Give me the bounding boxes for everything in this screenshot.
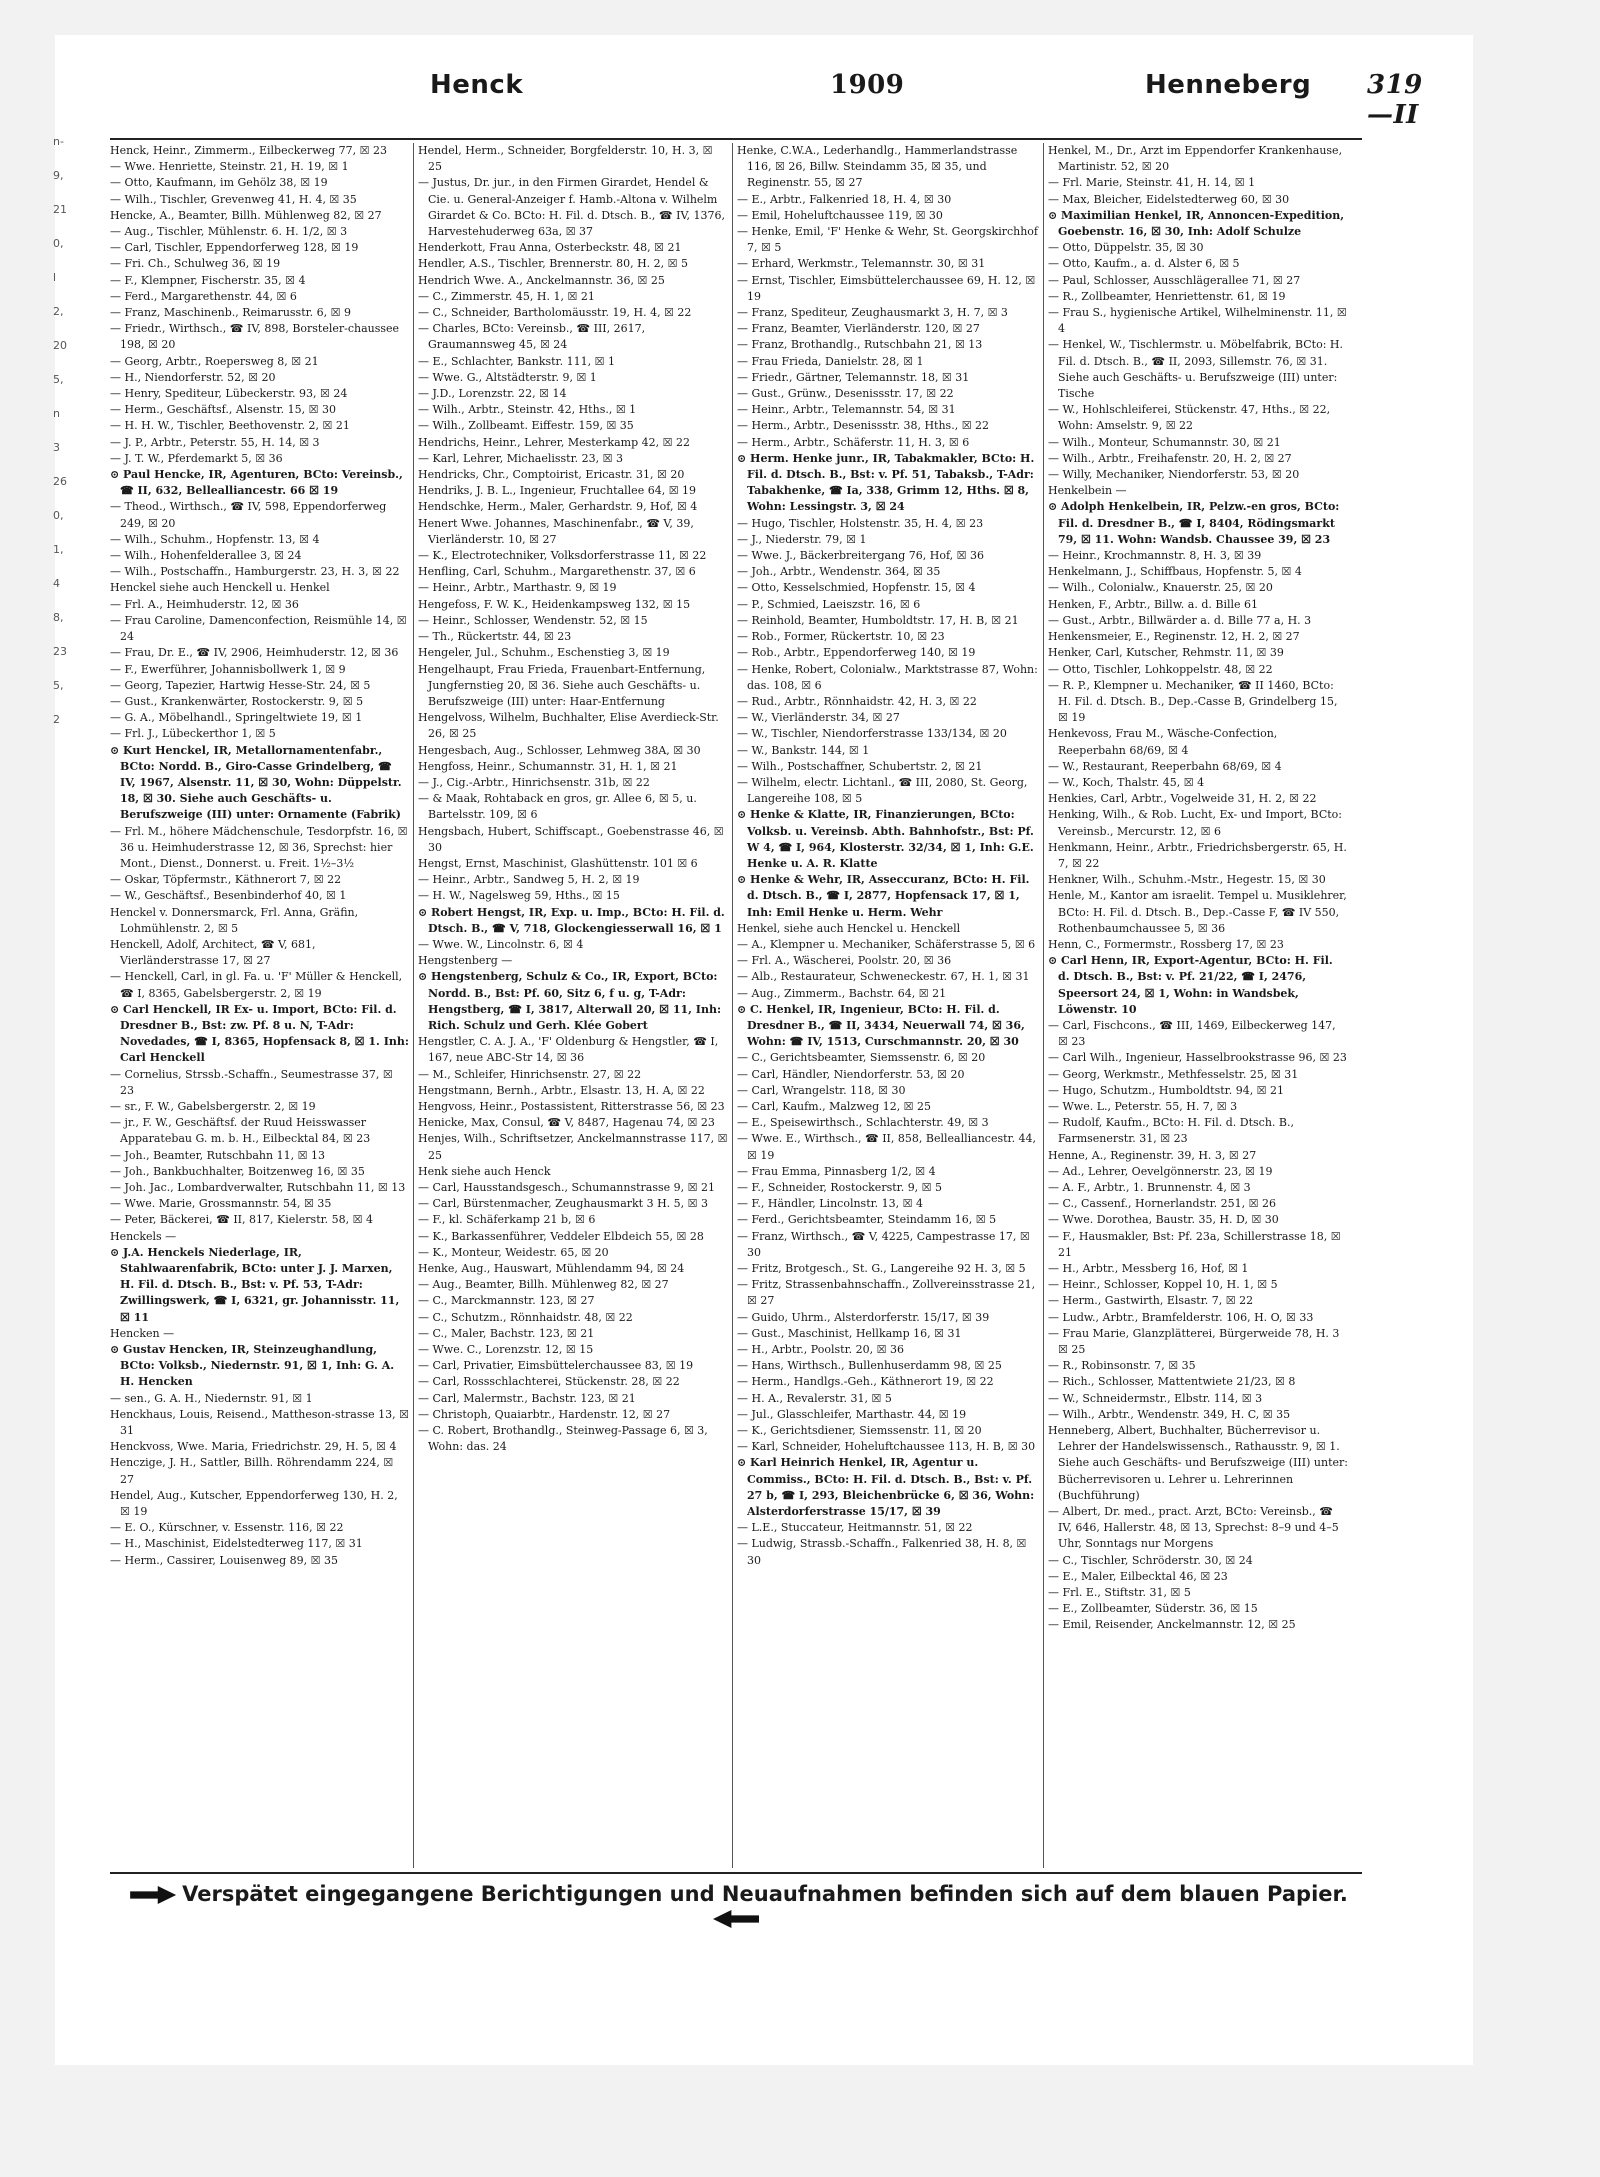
directory-entry: Henkelmann, J., Schiffbaus, Hopfenstr. 5, ☒ 4	[1048, 565, 1302, 579]
directory-entry: Henker, Carl, Kutscher, Rehmstr. 11, ☒ 39	[1048, 646, 1284, 660]
directory-entry: — C., Cassenf., Hornerlandstr. 251, ☒ 26	[1048, 1197, 1277, 1211]
directory-entry: — Carl Wilh., Ingenieur, Hasselbrookstrasse 96, ☒ 23	[1048, 1051, 1347, 1065]
directory-entry: — Frl. Marie, Steinstr. 41, H. 14, ☒ 1	[1048, 176, 1256, 190]
directory-entry: ⊙ Adolph Henkelbein, IR, Pelzw.-en gros, BCto: Fil. d. Dresdner B., ☎ I, 8404, Rödingsmarkt 79, ☒ 11. Wohn: Wandsb. Chaussee 39, ☒ 23	[1048, 500, 1340, 546]
margin-fragment: 9,	[53, 169, 64, 182]
directory-entry: Henkensmeier, E., Reginenstr. 12, H. 2, ☒ 27	[1048, 630, 1300, 644]
directory-entry: — R., Robinsonstr. 7, ☒ 35	[1048, 1359, 1196, 1373]
directory-entry: — Ferd., Gerichtsbeamter, Steindamm 16, ☒ 5	[737, 1213, 997, 1227]
directory-entry: Henck, Heinr., Zimmerm., Eilbeckerweg 77, ☒ 23	[110, 144, 387, 157]
directory-entry: — Rich., Schlosser, Mattentwiete 21/23, ☒ 8	[1048, 1375, 1296, 1389]
column-divider	[413, 143, 414, 1868]
directory-entry: — Wwe. E., Wirthsch., ☎ II, 858, Bellealliancestr. 44, ☒ 19	[737, 1132, 1037, 1162]
pointing-hand-icon	[130, 1886, 176, 1904]
directory-entry: ⊙ Henke & Wehr, IR, Asseccuranz, BCto: H. Fil. d. Dtsch. B., ☎ I, 2877, Hopfensack 17, ☒ 1, Inh: Emil Henke u. Herm. Wehr	[737, 873, 1030, 919]
directory-entry: — Wilh., Arbtr., Wendenstr. 349, H. C, ☒ 35	[1048, 1407, 1291, 1421]
directory-entry: — C., Gerichtsbeamter, Siemssenstr. 6, ☒ 20	[737, 1051, 986, 1065]
directory-entry: — Herm., Arbtr., Schäferstr. 11, H. 3, ☒ 6	[737, 435, 970, 449]
directory-entry: — Willy, Mechaniker, Niendorferstr. 53, ☒ 20	[1048, 468, 1300, 482]
directory-entry: ⊙ C. Henkel, IR, Ingenieur, BCto: H. Fil. d. Dresdner B., ☎ II, 3434, Neuerwall 74, ☒ 36, Wohn: ☎ IV, 1513, Curschmannstr. 20, ☒ 30	[737, 1002, 1025, 1049]
directory-entry: — Frl. E., Stiftstr. 31, ☒ 5	[1048, 1586, 1191, 1600]
directory-entry: Henckhaus, Louis, Reisend., Mattheson-strasse 13, ☒ 31	[110, 1407, 409, 1438]
directory-entry: Henert Wwe. Johannes, Maschinenfabr., ☎ V, 39, Vierländerstr. 10, ☒ 27	[418, 516, 694, 546]
directory-entry: — Carl, Kaufm., Malzweg 12, ☒ 25	[737, 1099, 932, 1113]
directory-entry: — Frl. M., höhere Mädchenschule, Tesdorpfstr. 16, ☒ 36 u. Heimhuderstrasse 12, ☒ 36, Sprechst: hier Mont., Dienst., Donnerst. u. Freit. 1½–3½	[110, 824, 408, 870]
directory-entry: — Aug., Zimmerm., Bachstr. 64, ☒ 21	[737, 986, 947, 1000]
directory-entry: — Henry, Spediteur, Lübeckerstr. 93, ☒ 24	[110, 387, 348, 401]
directory-entry: Henkevoss, Frau M., Wäsche-Confection, Reeperbahn 68/69, ☒ 4	[1048, 727, 1278, 757]
directory-entry: — H. W., Nagelsweg 59, Hths., ☒ 15	[418, 889, 620, 903]
margin-fragment: 1,	[53, 543, 64, 556]
directory-entry: — Reinhold, Beamter, Humboldtstr. 17, H. B, ☒ 21	[737, 613, 1019, 627]
directory-entry: — Wilh., Arbtr., Steinstr. 42, Hths., ☒ 1	[418, 403, 637, 417]
directory-entry: Hengelvoss, Wilhelm, Buchhalter, Elise Averdieck-Str. 26, ☒ 25	[418, 711, 719, 741]
directory-entry: — H. H. W., Tischler, Beethovenstr. 2, ☒ 21	[110, 419, 350, 433]
directory-entry: — W., Vierländerstr. 34, ☒ 27	[737, 711, 900, 725]
directory-entry: — Oskar, Töpfermstr., Käthnerort 7, ☒ 22	[110, 873, 342, 887]
directory-entry: — Wilh., Monteur, Schumannstr. 30, ☒ 21	[1048, 435, 1281, 449]
directory-entry: — Wwe. Dorothea, Baustr. 35, H. D, ☒ 30	[1048, 1213, 1279, 1227]
directory-entry: Henkel, M., Dr., Arzt im Eppendorfer Krankenhause, Martinistr. 52, ☒ 20	[1048, 144, 1343, 174]
header-rule	[110, 138, 1362, 140]
directory-entry: — H., Arbtr., Poolstr. 20, ☒ 36	[737, 1343, 904, 1357]
directory-entry: — E. O., Kürschner, v. Essenstr. 116, ☒ 22	[110, 1521, 344, 1535]
directory-entry: — Frau S., hygienische Artikel, Wilhelminenstr. 11, ☒ 4	[1048, 306, 1347, 336]
directory-entry: ⊙ Kurt Henckel, IR, Metallornamentenfabr., BCto: Nordd. B., Giro-Casse Grindelberg, ☎ IV, 1967, Alsenstr. 11, ☒ 30, Wohn: Düppelstr. 18, ☒ 30. Siehe auch Geschäfts- u. Berufszweige (III) unter: Ornamente (Fabrik)	[110, 743, 402, 822]
directory-entry: Hengelhaupt, Frau Frieda, Frauenbart-Entfernung, Jungfernstieg 20, ☒ 36. Siehe auch Geschäfts- u. Berufszweige (III) unter: Haar-Entfernung	[418, 662, 706, 708]
directory-entry: — Hugo, Schutzm., Humboldtstr. 94, ☒ 21	[1048, 1083, 1285, 1097]
directory-entry: — W., Tischler, Niendorferstrasse 133/134, ☒ 20	[737, 727, 1007, 741]
directory-entry: Hendriks, J. B. L., Ingenieur, Fruchtallee 64, ☒ 19	[418, 484, 697, 498]
header-year: 1909	[830, 70, 905, 100]
margin-fragment: n-	[53, 135, 64, 148]
directory-entry: Henckvoss, Wwe. Maria, Friedrichstr. 29, H. 5, ☒ 4	[110, 1440, 397, 1454]
directory-entry: — C. Robert, Brothandlg., Steinweg-Passage 6, ☒ 3, Wohn: das. 24	[418, 1424, 708, 1454]
directory-entry: — Wwe. L., Peterstr. 55, H. 7, ☒ 3	[1048, 1099, 1238, 1113]
directory-entry: — P., Schmied, Laeiszstr. 16, ☒ 6	[737, 597, 921, 611]
directory-entry: — Herm., Gastwirth, Elsastr. 7, ☒ 22	[1048, 1294, 1254, 1308]
directory-entry: — Heinr., Arbtr., Marthastr. 9, ☒ 19	[418, 581, 617, 595]
directory-entry: — C., Maler, Bachstr. 123, ☒ 21	[418, 1326, 595, 1340]
directory-entry: — K., Electrotechniker, Volksdorferstrasse 11, ☒ 22	[418, 549, 707, 563]
directory-entry: — Wilh., Tischler, Grevenweg 41, H. 4, ☒ 35	[110, 192, 357, 206]
directory-entry: — E., Zollbeamter, Süderstr. 36, ☒ 15	[1048, 1602, 1258, 1616]
directory-entry: Henckell, Adolf, Architect, ☎ V, 681, Vierländerstrasse 17, ☒ 27	[110, 937, 316, 968]
directory-entry: Hengstmann, Bernh., Arbtr., Elsastr. 13, H. A, ☒ 22	[418, 1083, 705, 1097]
directory-entry: — Otto, Kaufmann, im Gehölz 38, ☒ 19	[110, 176, 328, 190]
directory-entry: — Franz, Spediteur, Zeughausmarkt 3, H. 7, ☒ 3	[737, 306, 1008, 320]
page-header	[110, 70, 1423, 130]
directory-entry: Hendler, A.S., Tischler, Brennerstr. 80, H. 2, ☒ 5	[418, 257, 689, 271]
directory-entry: — Jul., Glasschleifer, Marthastr. 44, ☒ 19	[737, 1407, 967, 1421]
directory-entry: — Henke, Emil, 'F' Henke & Wehr, St. Georgskirchhof 7, ☒ 5	[737, 225, 1038, 255]
directory-entry: Hengvoss, Heinr., Postassistent, Ritterstrasse 56, ☒ 23	[418, 1099, 725, 1113]
directory-entry: — Wwe. G., Altstädterstr. 9, ☒ 1	[418, 370, 597, 384]
directory-entry: — M., Schleifer, Hinrichsenstr. 27, ☒ 22	[418, 1067, 642, 1081]
directory-entry: — Georg, Werkmstr., Methfesselstr. 25, ☒ 31	[1048, 1067, 1299, 1081]
pointing-hand-icon	[713, 1910, 759, 1928]
directory-entry: — Franz, Wirthsch., ☎ V, 4225, Campestrasse 17, ☒ 30	[737, 1229, 1030, 1259]
directory-entry: — Frau, Dr. E., ☎ IV, 2906, Heimhuderstr. 12, ☒ 36	[110, 646, 399, 660]
directory-entry: — H., Maschinist, Eidelstedterweg 117, ☒ 31	[110, 1537, 363, 1551]
directory-entry: — C., Tischler, Schröderstr. 30, ☒ 24	[1048, 1553, 1253, 1567]
directory-entry: — Otto, Tischler, Lohkoppelstr. 48, ☒ 22	[1048, 662, 1273, 676]
directory-entry: — K., Monteur, Weidestr. 65, ☒ 20	[418, 1245, 609, 1259]
column-divider	[732, 143, 733, 1868]
directory-entry: — Frau Marie, Glanzplätterei, Bürgerweide 78, H. 3 ☒ 25	[1048, 1326, 1340, 1357]
header-right-word: Henneberg	[1145, 70, 1312, 100]
directory-entry: ⊙ Maximilian Henkel, IR, Annoncen-Expedition, Goebenstr. 16, ☒ 30, Inh: Adolf Schulze	[1048, 208, 1345, 239]
directory-entry: — Joh. Jac., Lombardverwalter, Rutschbahn 11, ☒ 13	[110, 1181, 406, 1194]
directory-entry: — Henkel, W., Tischlermstr. u. Möbelfabrik, BCto: H. Fil. d. Dtsch. B., ☎ II, 2093, Sillemstr. 76, ☒ 31. Siehe auch Geschäfts- u. Berufszweige (III) unter: Tische	[1048, 338, 1343, 401]
directory-entry: — W., Bankstr. 144, ☒ 1	[737, 743, 870, 757]
margin-fragment: l	[53, 271, 57, 284]
directory-entry: — Paul, Schlosser, Ausschlägerallee 71, ☒ 27	[1048, 273, 1301, 287]
directory-entry: — H., Arbtr., Messberg 16, Hof, ☒ 1	[1048, 1262, 1249, 1276]
directory-entry: Henkel, siehe auch Henckel u. Henckell	[737, 921, 961, 935]
directory-entry: — Heinr., Schlosser, Wendenstr. 52, ☒ 15	[418, 613, 648, 627]
directory-entry: Henneberg, Albert, Buchhalter, Bücherrevisor u. Lehrer der Handelswissensch., Rathausstr. 9, ☒ 1. Siehe auch Geschäfts- und Berufszweige (III) unter: Bücherrevisoren u. Lehrer u. Lehrerinnen (Buchführung)	[1048, 1424, 1348, 1502]
directory-entry: — Carl, Privatier, Eimsbüttelerchaussee 83, ☒ 19	[418, 1359, 694, 1373]
directory-entry: Hengstenberg —	[418, 954, 513, 968]
directory-entry: — F., Händler, Lincolnstr. 13, ☒ 4	[737, 1197, 924, 1211]
directory-entry: Hengefoss, F. W. K., Heidenkampsweg 132, ☒ 15	[418, 597, 691, 611]
directory-entry: — W., Hohlschleiferei, Stückenstr. 47, Hths., ☒ 22, Wohn: Amselstr. 9, ☒ 22	[1048, 403, 1331, 433]
directory-entry: Henking, Wilh., & Rob. Lucht, Ex- und Import, BCto: Vereinsb., Mercurstr. 12, ☒ 6	[1048, 808, 1343, 838]
directory-entry: — Hans, Wirthsch., Bullenhuserdamm 98, ☒ 25	[737, 1359, 1002, 1373]
directory-entry: — Wwe. J., Bäckerbreitergang 76, Hof, ☒ 36	[737, 549, 984, 563]
directory-entry: — Frau Caroline, Damenconfection, Reismühle 14, ☒ 24	[110, 613, 407, 644]
directory-entry: Henne, A., Reginenstr. 39, H. 3, ☒ 27	[1048, 1148, 1257, 1162]
directory-entry: Hencken —	[110, 1326, 175, 1340]
directory-entry: ⊙ Paul Hencke, IR, Agenturen, BCto: Vereinsb., ☎ II, 632, Bellealliancestr. 66 ☒ 19	[110, 468, 403, 498]
directory-entry: — K., Barkassenführer, Veddeler Elbdeich 55, ☒ 28	[418, 1229, 704, 1243]
directory-entry: Henk siehe auch Henck	[418, 1164, 551, 1178]
directory-entry: Hendel, Herm., Schneider, Borgfelderstr. 10, H. 3, ☒ 25	[418, 144, 713, 174]
footer-notice	[110, 1882, 1362, 1930]
directory-entry: — R., Zollbeamter, Henriettenstr. 61, ☒ 19	[1048, 289, 1286, 303]
directory-entry: — Carl, Tischler, Eppendorferweg 128, ☒ 19	[110, 241, 359, 255]
directory-entry: — Emil, Hoheluftchaussee 119, ☒ 30	[737, 208, 943, 222]
footer-text: Verspätet eingegangene Berichtigungen und Neuaufnahmen befinden sich auf dem blauen Papier.	[182, 1882, 1348, 1906]
margin-fragment: 8,	[53, 611, 64, 624]
margin-fragment: 2	[53, 713, 60, 726]
directory-entry: — H. A., Revalerstr. 31, ☒ 5	[737, 1391, 892, 1405]
margin-fragment: 0,	[53, 509, 64, 522]
directory-entry: — Herm., Geschäftsf., Alsenstr. 15, ☒ 30	[110, 403, 336, 417]
directory-entry: — Wilh., Colonialw., Knauerstr. 25, ☒ 20	[1048, 581, 1273, 595]
directory-entry: — C., Schneider, Bartholomäusstr. 19, H. 4, ☒ 22	[418, 306, 692, 320]
directory-entry: — Otto, Düppelstr. 35, ☒ 30	[1048, 241, 1204, 255]
directory-entry: Henke, C.W.A., Lederhandlg., Hammerlandstrasse 116, ☒ 26, Billw. Steindamm 35, ☒ 35, und Reginenstr. 55, ☒ 27	[737, 144, 1018, 190]
directory-entry: ⊙ Carl Henckell, IR Ex- u. Import, BCto: Fil. d. Dresdner B., Bst: zw. Pf. 8 u. N, T-Adr: Novedades, ☎ I, 8365, Hopfensack 8, ☒ 1. Inh: Carl Henckell	[110, 1002, 409, 1065]
directory-entry: — F., Ewerführer, Johannisbollwerk 1, ☒ 9	[110, 662, 346, 676]
directory-entry: — Theod., Wirthsch., ☎ IV, 598, Eppendorferweg 249, ☒ 20	[110, 500, 387, 530]
directory-entry: — Wilh., Hohenfelderallee 3, ☒ 24	[110, 549, 302, 563]
directory-entry: — L.E., Stuccateur, Heitmannstr. 51, ☒ 22	[737, 1521, 973, 1535]
directory-entry: ⊙ Robert Hengst, IR, Exp. u. Imp., BCto: H. Fil. d. Dtsch. B., ☎ V, 718, Glockengiesserwall 16, ☒ 1	[418, 905, 725, 935]
directory-entry: — Heinr., Arbtr., Telemannstr. 54, ☒ 31	[737, 403, 956, 417]
directory-entry: — Carl, Fischcons., ☎ III, 1469, Eilbeckerweg 147, ☒ 23	[1048, 1018, 1336, 1049]
footer-rule	[110, 1872, 1362, 1874]
directory-entry: — Charles, BCto: Vereinsb., ☎ III, 2617, Graumannsweg 45, ☒ 24	[418, 322, 646, 352]
directory-entry: — J. T. W., Pferdemarkt 5, ☒ 36	[110, 451, 283, 465]
directory-entry: — Gust., Grünw., Desenissstr. 17, ☒ 22	[737, 387, 954, 401]
directory-entry: — Rudolf, Kaufm., BCto: H. Fil. d. Dtsch. B., Farmsenerstr. 31, ☒ 23	[1048, 1116, 1295, 1146]
directory-entry: — & Maak, Rohtaback en gros, gr. Allee 6, ☒ 5, u. Bartelsstr. 109, ☒ 6	[418, 792, 697, 822]
directory-entry: — A., Klempner u. Mechaniker, Schäferstrasse 5, ☒ 6	[737, 937, 1036, 951]
margin-fragment: 3	[53, 441, 60, 454]
directory-entry: — Ad., Lehrer, Oevelgönnerstr. 23, ☒ 19	[1048, 1164, 1273, 1178]
margin-fragment: 2,	[53, 305, 64, 318]
directory-entry: ⊙ Herm. Henke junr., IR, Tabakmakler, BCto: H. Fil. d. Dtsch. B., Bst: v. Pf. 51, Tabaksb., T-Adr: Tabakhenke, ☎ Ia, 338, Grimm 12, Hths. ☒ 8, Wohn: Lessingstr. 3, ☒ 24	[737, 451, 1035, 514]
column-divider	[1043, 143, 1044, 1868]
margin-fragment: 4	[53, 577, 60, 590]
directory-entry: — Cornelius, Strssb.-Schaffn., Seumestrasse 37, ☒ 23	[110, 1067, 393, 1097]
directory-entry: — E., Schlachter, Bankstr. 111, ☒ 1	[418, 354, 615, 368]
directory-entry: — W., Schneidermstr., Elbstr. 114, ☒ 3	[1048, 1391, 1263, 1405]
directory-entry: — Frau Emma, Pinnasberg 1/2, ☒ 4	[737, 1164, 936, 1178]
directory-entry: Henderkott, Frau Anna, Osterbeckstr. 48, ☒ 21	[418, 241, 682, 255]
directory-entry: — K., Gerichtsdiener, Siemssenstr. 11, ☒ 20	[737, 1424, 982, 1438]
directory-entry: — C., Marckmannstr. 123, ☒ 27	[418, 1294, 595, 1308]
directory-entry: Hendel, Aug., Kutscher, Eppendorferweg 130, H. 2, ☒ 19	[110, 1488, 398, 1519]
directory-entry: Hengstler, C. A. J. A., 'F' Oldenburg & Hengstler, ☎ I, 167, neue ABC-Str 14, ☒ 36	[418, 1035, 719, 1065]
directory-entry: Hengfoss, Heinr., Schumannstr. 31, H. 1, ☒ 21	[418, 759, 678, 773]
column-2	[418, 143, 728, 1868]
directory-entry: — Aug., Tischler, Mühlenstr. 6. H. 1/2, ☒ 3	[110, 225, 348, 239]
directory-entry: — Fri. Ch., Schulweg 36, ☒ 19	[110, 257, 281, 271]
directory-entry: — W., Restaurant, Reeperbahn 68/69, ☒ 4	[1048, 759, 1282, 773]
directory-entry: — J. P., Arbtr., Peterstr. 55, H. 14, ☒ 3	[110, 435, 320, 449]
directory-entry: — Karl, Schneider, Hoheluftchaussee 113, H. B, ☒ 30	[737, 1440, 1036, 1454]
directory-entry: Hengsbach, Hubert, Schiffscapt., Goebenstrasse 46, ☒ 30	[418, 824, 724, 854]
directory-entry: — Wwe. Henriette, Steinstr. 21, H. 19, ☒ 1	[110, 160, 349, 174]
directory-entry: — Franz, Maschinenb., Reimarusstr. 6, ☒ 9	[110, 306, 352, 320]
directory-entry: — F., Schneider, Rostockerstr. 9, ☒ 5	[737, 1181, 943, 1194]
directory-entry: — Wilhelm, electr. Lichtanl., ☎ III, 2080, St. Georg, Langereihe 108, ☒ 5	[737, 775, 1028, 806]
column-4	[1048, 143, 1348, 1868]
directory-entry: — G. A., Möbelhandl., Springeltwiete 19, ☒ 1	[110, 711, 363, 725]
directory-entry: — Carl, Händler, Niendorferstr. 53, ☒ 20	[737, 1067, 965, 1081]
margin-fragment: 0,	[53, 237, 64, 250]
directory-entry: Hendrichs, Heinr., Lehrer, Mesterkamp 42, ☒ 22	[418, 435, 690, 449]
margin-fragment: 5,	[53, 679, 64, 692]
directory-entry: — Peter, Bäckerei, ☎ II, 817, Kielerstr. 58, ☒ 4	[110, 1213, 374, 1227]
directory-entry: Henicke, Max, Consul, ☎ V, 8487, Hagenau 74, ☒ 23	[418, 1116, 715, 1130]
directory-entry: — C., Zimmerstr. 45, H. 1, ☒ 21	[418, 289, 595, 303]
directory-entry: — Joh., Arbtr., Wendenstr. 364, ☒ 35	[737, 565, 941, 579]
directory-entry: — Frau Frieda, Danielstr. 28, ☒ 1	[737, 354, 924, 368]
directory-entry: — Henckell, Carl, in gl. Fa. u. 'F' Müller & Henckell, ☎ I, 8365, Gabelsbergerstr. 2, ☒ 19	[110, 970, 403, 1000]
directory-entry: Hengst, Ernst, Maschinist, Glashüttenstr. 101 ☒ 6	[418, 856, 698, 870]
directory-entry: Hencke, A., Beamter, Billh. Mühlenweg 82, ☒ 27	[110, 208, 382, 222]
directory-entry: — Otto, Kesselschmied, Hopfenstr. 15, ☒ 4	[737, 581, 976, 595]
directory-entry: — Gust., Arbtr., Billwärder a. d. Bille 77 a, H. 3	[1048, 613, 1312, 627]
directory-entry: ⊙ Carl Henn, IR, Export-Agentur, BCto: H. Fil. d. Dtsch. B., Bst: v. Pf. 21/22, ☎ I, 2476, Speersort 24, ☒ 1, Wohn: in Wandsbek, Löwenstr. 10	[1048, 954, 1333, 1016]
directory-entry: — Wilh., Arbtr., Freihafenstr. 20, H. 2, ☒ 27	[1048, 451, 1292, 465]
directory-entry: — Rob., Arbtr., Eppendorferweg 140, ☒ 19	[737, 646, 976, 660]
margin-fragment: 26	[53, 475, 67, 488]
directory-entry: — Herm., Arbtr., Desenissstr. 38, Hths., ☒ 22	[737, 419, 990, 433]
directory-entry: — W., Geschäftsf., Besenbinderhof 40, ☒ 1	[110, 889, 347, 903]
directory-entry: — Gust., Maschinist, Hellkamp 16, ☒ 31	[737, 1326, 962, 1340]
directory-entry: — Th., Rückertstr. 44, ☒ 23	[418, 630, 572, 644]
directory-entry: — jr., F. W., Geschäftsf. der Ruud Heisswasser Apparatebau G. m. b. H., Eilbecktal 84, ☒ 23	[110, 1116, 371, 1146]
directory-entry: Henkies, Carl, Arbtr., Vogelweide 31, H. 2, ☒ 22	[1048, 792, 1317, 806]
directory-entry: — Georg, Tapezier, Hartwig Hesse-Str. 24, ☒ 5	[110, 678, 371, 692]
directory-entry: Henn, C., Formermstr., Rossberg 17, ☒ 23	[1048, 937, 1284, 951]
directory-entry: — Heinr., Krochmannstr. 8, H. 3, ☒ 39	[1048, 549, 1262, 563]
directory-entry: — J., Cig.-Arbtr., Hinrichsenstr. 31b, ☒ 22	[418, 775, 650, 789]
directory-entry: — E., Speisewirthsch., Schlachterstr. 49, ☒ 3	[737, 1116, 989, 1130]
directory-entry: — Franz, Brothandlg., Rutschbahn 21, ☒ 13	[737, 338, 983, 352]
directory-entry: — Wilh., Zollbeamt. Eiffestr. 159, ☒ 35	[418, 419, 634, 433]
directory-entry: — Rud., Arbtr., Rönnhaidstr. 42, H. 3, ☒ 22	[737, 694, 977, 708]
directory-entry: — Frl. J., Lübeckerthor 1, ☒ 5	[110, 727, 276, 741]
directory-entry: — Friedr., Gärtner, Telemannstr. 18, ☒ 31	[737, 370, 970, 384]
directory-entry: — Ludwig, Strassb.-Schaffn., Falkenried 38, H. 8, ☒ 30	[737, 1537, 1027, 1567]
directory-entry: — Ferd., Margarethenstr. 44, ☒ 6	[110, 289, 297, 303]
directory-entry: — Joh., Bankbuchhalter, Boitzenweg 16, ☒ 35	[110, 1164, 365, 1178]
directory-entry: Henken, F., Arbtr., Billw. a. d. Bille 61	[1048, 597, 1259, 611]
directory-entry: — Wwe. W., Lincolnstr. 6, ☒ 4	[418, 937, 584, 951]
directory-entry: — Emil, Reisender, Anckelmannstr. 12, ☒ 25	[1048, 1618, 1296, 1632]
directory-entry: — Henke, Robert, Colonialw., Marktstrasse 87, Wohn: das. 108, ☒ 6	[737, 662, 1038, 692]
directory-entry: Henckels —	[110, 1229, 177, 1243]
directory-entry: — Heinr., Schlosser, Koppel 10, H. 1, ☒ 5	[1048, 1278, 1278, 1292]
directory-entry: Henczige, J. H., Sattler, Billh. Röhrendamm 224, ☒ 27	[110, 1456, 394, 1486]
directory-entry: — H., Niendorferstr. 52, ☒ 20	[110, 370, 276, 384]
directory-entry: Henkmann, Heinr., Arbtr., Friedrichsbergerstr. 65, H. 7, ☒ 22	[1048, 840, 1347, 870]
directory-entry: — Carl, Bürstenmacher, Zeughausmarkt 3 H. 5, ☒ 3	[418, 1197, 709, 1211]
directory-entry: — F., kl. Schäferkamp 21 b, ☒ 6	[418, 1213, 596, 1227]
directory-entry: — Wilh., Schuhm., Hopfenstr. 13, ☒ 4	[110, 532, 320, 546]
directory-entry: — Friedr., Wirthsch., ☎ IV, 898, Borsteler-chaussee 198, ☒ 20	[110, 322, 400, 352]
directory-entry: Henfling, Carl, Schuhm., Margarethenstr. 37, ☒ 6	[418, 565, 696, 579]
directory-entry: Hengeler, Jul., Schuhm., Eschenstieg 3, ☒ 19	[418, 646, 670, 660]
directory-entry: — Alb., Restaurateur, Schweneckestr. 67, H. 1, ☒ 31	[737, 970, 1030, 984]
directory-entry: — Wilh., Postschaffner, Schubertstr. 2, ☒ 21	[737, 759, 983, 773]
directory-entry: Henle, M., Kantor am israelit. Tempel u. Musiklehrer, BCto: H. Fil. d. Dtsch. B., Dep.-Casse F, ☎ IV 550, Rothenbaumchaussee 5, ☒ 36	[1048, 889, 1347, 935]
directory-entry: Hengesbach, Aug., Schlosser, Lehmweg 38A, ☒ 30	[418, 743, 701, 757]
directory-entry: Hendschke, Herm., Maler, Gerhardstr. 9, Hof, ☒ 4	[418, 500, 698, 514]
directory-entry: — Herm., Cassirer, Louisenweg 89, ☒ 35	[110, 1553, 338, 1567]
directory-entry: — J.D., Lorenzstr. 22, ☒ 14	[418, 387, 567, 401]
directory-entry: — Rob., Former, Rückertstr. 10, ☒ 23	[737, 630, 945, 644]
directory-entry: — E., Maler, Eilbecktal 46, ☒ 23	[1048, 1569, 1228, 1583]
directory-entry: — Franz, Beamter, Vierländerstr. 120, ☒ 27	[737, 322, 980, 336]
directory-entry: — F., Hausmakler, Bst: Pf. 23a, Schillerstrasse 18, ☒ 21	[1048, 1229, 1341, 1259]
directory-entry: Henke, Aug., Hauswart, Mühlendamm 94, ☒ 24	[418, 1262, 685, 1276]
directory-entry: — Wilh., Postschaffn., Hamburgerstr. 23, H. 3, ☒ 22	[110, 565, 400, 579]
margin-fragment: n	[53, 407, 60, 420]
directory-entry: — Wwe. Marie, Grossmannstr. 54, ☒ 35	[110, 1197, 332, 1211]
directory-entry: — Carl, Hausstandsgesch., Schumannstrasse 9, ☒ 21	[418, 1181, 715, 1194]
directory-entry: — Christoph, Quaiarbtr., Hardenstr. 12, ☒ 27	[418, 1407, 671, 1421]
directory-entry: ⊙ Hengstenberg, Schulz & Co., IR, Export, BCto: Nordd. B., Bst: Pf. 60, Sitz 6, f u. g, T-Adr: Hengstberg, ☎ I, 3817, Alterwall 20, ☒ 11, Inh: Rich. Schulz und Gerh. Klée Gobert	[418, 970, 721, 1032]
directory-entry: — sr., F. W., Gabelsbergerstr. 2, ☒ 19	[110, 1099, 316, 1113]
directory-entry: — Albert, Dr. med., pract. Arzt, BCto: Vereinsb., ☎ IV, 646, Hallerstr. 48, ☒ 13, Sprechst: 8–9 und 4–5 Uhr, Sonntags nur Morgens	[1048, 1505, 1339, 1551]
directory-entry: — Guido, Uhrm., Alsterdorferstr. 15/17, ☒ 39	[737, 1310, 990, 1324]
directory-entry: — Erhard, Werkmstr., Telemannstr. 30, ☒ 31	[737, 257, 986, 271]
directory-entry: — Frl. A., Wäscherei, Poolstr. 20, ☒ 36	[737, 954, 952, 968]
directory-entry: Henkner, Wilh., Schuhm.-Mstr., Hegestr. 15, ☒ 30	[1048, 873, 1326, 887]
directory-entry: — Herm., Handlgs.-Geh., Käthnerort 19, ☒ 22	[737, 1375, 994, 1389]
directory-entry: — C., Schutzm., Rönnhaidstr. 48, ☒ 22	[418, 1310, 633, 1324]
directory-entry: — Georg, Arbtr., Roepersweg 8, ☒ 21	[110, 354, 319, 368]
directory-entry: — Ludw., Arbtr., Bramfelderstr. 106, H. O, ☒ 33	[1048, 1310, 1314, 1324]
column-1	[110, 143, 410, 1868]
directory-entry: ⊙ Henke & Klatte, IR, Finanzierungen, BCto: Volksb. u. Vereinsb. Abth. Bahnhofstr., Bst: Pf. W 4, ☎ I, 964, Klosterstr. 32/34, ☒ 1, Inh: G.E. Henke u. A. R. Klatte	[737, 808, 1034, 870]
directory-entry: — J., Niederstr. 79, ☒ 1	[737, 532, 867, 546]
left-margin-fragments	[55, 95, 69, 2045]
margin-fragment: 5,	[53, 373, 64, 386]
directory-entry: — Wwe. C., Lorenzstr. 12, ☒ 15	[418, 1343, 594, 1357]
directory-entry: — F., Klempner, Fischerstr. 35, ☒ 4	[110, 273, 306, 287]
directory-entry: — Otto, Kaufm., a. d. Alster 6, ☒ 5	[1048, 257, 1240, 271]
directory-entry: — R. P., Klempner u. Mechaniker, ☎ II 1460, BCto: H. Fil. d. Dtsch. B., Dep.-Casse B, Grindelberg 15, ☒ 19	[1048, 678, 1338, 725]
directory-entry: Henjes, Wilh., Schriftsetzer, Anckelmannstrasse 117, ☒ 25	[418, 1132, 728, 1162]
directory-entry: — Fritz, Brotgesch., St. G., Langereihe 92 H. 3, ☒ 5	[737, 1262, 1026, 1276]
directory-entry: Hendrich Wwe. A., Anckelmannstr. 36, ☒ 25	[418, 273, 665, 287]
directory-entry: ⊙ J.A. Henckels Niederlage, IR, Stahlwaarenfabrik, BCto: unter J. J. Marxen, H. Fil. d. Dtsch. B., Bst: v. Pf. 53, T-Adr: Zwillingswerk, ☎ I, 6321, gr. Johannisstr. 11, ☒ 11	[110, 1245, 400, 1324]
directory-entry: — Carl, Malermstr., Bachstr. 123, ☒ 21	[418, 1391, 636, 1405]
directory-entry: — A. F., Arbtr., 1. Brunnenstr. 4, ☒ 3	[1048, 1181, 1251, 1194]
directory-entry: ⊙ Karl Heinrich Henkel, IR, Agentur u. Commiss., BCto: H. Fil. d. Dtsch. B., Bst: v. Pf. 27 b, ☎ I, 293, Bleichenbrücke 6, ☒ 36, Wohn: Alsterdorferstrasse 15/17, ☒ 39	[737, 1456, 1035, 1519]
directory-entry: — Gust., Krankenwärter, Rostockerstr. 9, ☒ 5	[110, 694, 364, 708]
directory-entry: — Ernst, Tischler, Eimsbüttelerchaussee 69, H. 12, ☒ 19	[737, 273, 1036, 303]
directory-entry: — Joh., Beamter, Rutschbahn 11, ☒ 13	[110, 1148, 325, 1162]
directory-entry: — Carl, Rossschlachterei, Stückenstr. 28, ☒ 22	[418, 1375, 680, 1389]
directory-entry: Henkelbein —	[1048, 484, 1127, 498]
margin-fragment: 23	[53, 645, 67, 658]
directory-entry: — Fritz, Strassenbahnschaffn., Zollvereinsstrasse 21, ☒ 27	[737, 1278, 1036, 1308]
directory-entry: Henckel siehe auch Henckell u. Henkel	[110, 581, 330, 595]
directory-entry: — Karl, Lehrer, Michaelisstr. 23, ☒ 3	[418, 451, 623, 465]
column-3	[737, 143, 1039, 1868]
directory-entry: — Carl, Wrangelstr. 118, ☒ 30	[737, 1083, 906, 1097]
directory-entry: Henckel v. Donnersmarck, Frl. Anna, Gräfin, Lohmühlenstr. 2, ☒ 5	[110, 905, 359, 935]
directory-entry: ⊙ Gustav Hencken, IR, Steinzeughandlung, BCto: Volksb., Niedernstr. 91, ☒ 1, Inh: G. A. H. Hencken	[110, 1343, 395, 1389]
directory-entry: — Aug., Beamter, Billh. Mühlenweg 82, ☒ 27	[418, 1278, 669, 1292]
directory-entry: — Max, Bleicher, Eidelstedterweg 60, ☒ 30	[1048, 192, 1290, 206]
directory-entry: — Hugo, Tischler, Holstenstr. 35, H. 4, ☒ 23	[737, 516, 984, 530]
directory-entry: — Heinr., Arbtr., Sandweg 5, H. 2, ☒ 19	[418, 873, 640, 887]
margin-fragment: 20	[53, 339, 67, 352]
directory-entry: — E., Arbtr., Falkenried 18, H. 4, ☒ 30	[737, 192, 952, 206]
directory-entry: — W., Koch, Thalstr. 45, ☒ 4	[1048, 775, 1205, 789]
directory-entry: Hendricks, Chr., Comptoirist, Ericastr. 31, ☒ 20	[418, 468, 685, 482]
directory-entry: — Frl. A., Heimhuderstr. 12, ☒ 36	[110, 597, 299, 611]
directory-entry: — Justus, Dr. jur., in den Firmen Girardet, Hendel & Cie. u. General-Anzeiger f. Hamb.-Altona v. Wilhelm Girardet & Co. BCto: H. Fil. d. Dtsch. B., ☎ IV, 1376, Harvestehuderweg 63a, ☒ 37	[418, 176, 725, 239]
header-left-word: Henck	[430, 70, 524, 100]
directory-entry: — sen., G. A. H., Niedernstr. 91, ☒ 1	[110, 1391, 313, 1405]
margin-fragment: 21	[53, 203, 67, 216]
header-page-number: 319—II	[1367, 70, 1423, 130]
